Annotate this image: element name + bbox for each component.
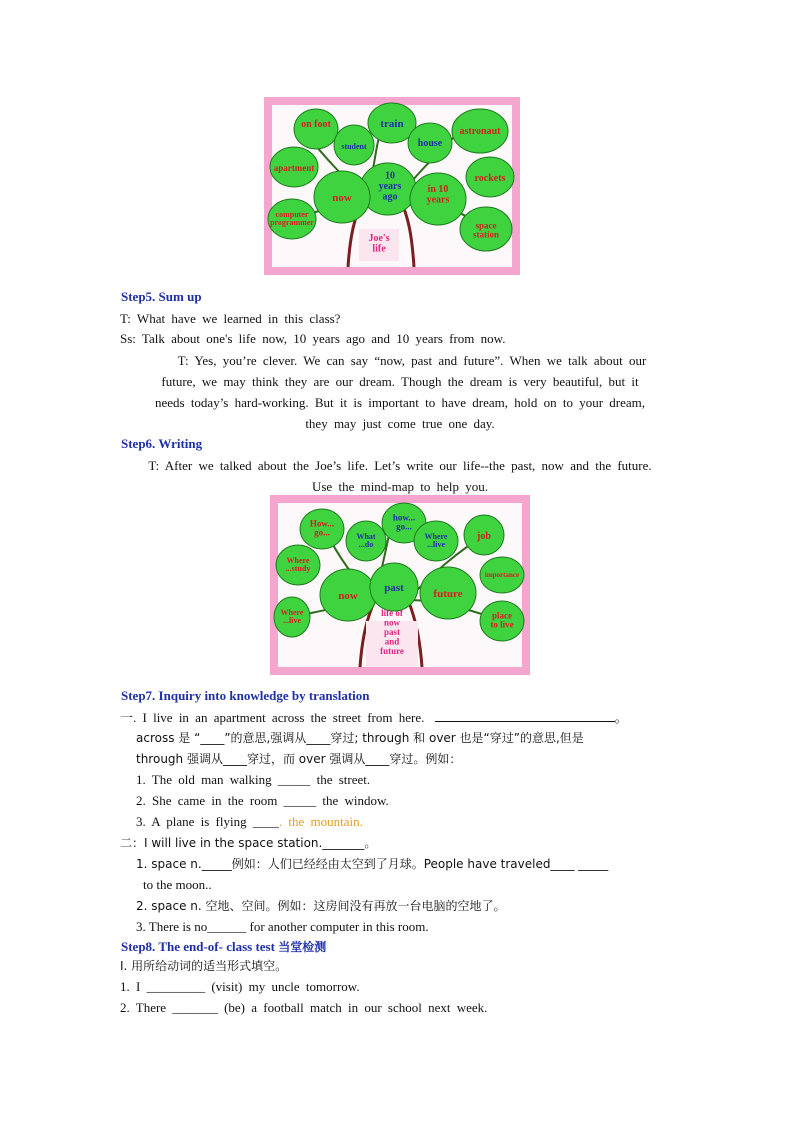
step5-teacher-question: T: What have we learned in this class? (120, 311, 341, 326)
svg-text:future: future (433, 588, 463, 600)
svg-text:What...do: What ...do (356, 531, 376, 550)
svg-text:Where...live: Where ...live (424, 531, 448, 550)
step7-example-3: 3. A plane is flying ____. the mountain. (136, 814, 363, 829)
tree2-node-how-go-1 (300, 509, 344, 549)
tree2-node-future (420, 567, 476, 619)
tree2-node-where-live-top (414, 521, 458, 561)
tree1-node-space-station (460, 207, 512, 251)
step8-item-2: 2. There _______ (be) a football match in our school next week. (120, 1000, 488, 1015)
step7-note-1-line-2: through 强调从____穿过，而 over 强调从____穿过。例如： (136, 752, 462, 766)
svg-text:importance: importance (484, 571, 520, 579)
svg-text:now: now (338, 590, 358, 602)
step5-teacher-reply-3: needs today’s hard-working. But it is important to have dream, hold on to your dream, (154, 395, 646, 410)
step8-heading: Step8. The end-of- class test 当堂检测 (121, 939, 327, 954)
tree2-node-job (464, 515, 504, 555)
svg-text:10yearsago: 10 years ago (378, 170, 402, 203)
answer-blank[interactable] (435, 709, 615, 722)
svg-text:house: house (417, 138, 443, 149)
svg-text:how...go...: how... go... (392, 512, 416, 532)
svg-text:in 10years: in 10 years (426, 183, 450, 206)
tree1-node-on-foot (294, 109, 338, 149)
tree2-node-importance (480, 557, 524, 593)
svg-text:life ofnowpastandfuture: life of now past and future (380, 608, 404, 656)
step6-instruction-1: T: After we talked about the Joe’s life. Let’s write our life--the past, now and the future. (148, 458, 652, 473)
step7-example-2: 2. She came in the room _____ the window. (136, 793, 389, 808)
tree1-node-computer-programmer (268, 199, 316, 239)
step7-heading: Step7. Inquiry into knowledge by translation (121, 688, 370, 703)
step8-item-1: 1. I _________ (visit) my uncle tomorrow. (120, 979, 360, 994)
step7-space-2: 2. space n. 空地、空间。例如：这房间没有再放一台电脑的空地了。 (136, 899, 506, 913)
svg-text:past: past (384, 582, 404, 594)
svg-text:Where...live: Where ...live (280, 607, 304, 626)
step7-space-1-line-1: 1. space n._____例如：人们已经经由太空到了月球。People have traveled____ _____ (136, 857, 609, 871)
step7-example-1: 1. The old man walking _____ the street. (136, 772, 371, 787)
tree2-node-where-live-bottom (274, 597, 310, 637)
tree2-node-past (370, 563, 418, 611)
tree1-node-now (314, 171, 370, 223)
mind-map-joes-life (264, 97, 520, 275)
tree2-node-what-do (346, 521, 386, 561)
step7-question-1: 一. I live in an apartment across the street from here. 。 (120, 710, 628, 725)
tree1-node-rockets (466, 157, 514, 197)
step7-space-1-line-2: to the moon.. (143, 877, 212, 892)
step5-teacher-reply-1: T: Yes, you’re clever. We can say “now, past and future”. When we talk about our (177, 353, 647, 368)
svg-text:placeto live: place to live (490, 610, 514, 630)
mind-map-life-of-now-past-future (270, 495, 530, 675)
step5-students-answer: Ss: Talk about one's life now, 10 years ago and 10 years from now. (120, 331, 506, 346)
tree2-node-place-to-live (480, 601, 524, 641)
svg-text:now: now (332, 192, 352, 204)
step5-teacher-reply-4: they may just come true one day. (305, 416, 495, 431)
svg-text:Where...study: Where ...study (285, 555, 311, 574)
svg-text:student: student (341, 142, 367, 151)
step7-space-3: 3. There is no______ for another computer in this room. (136, 919, 429, 934)
svg-text:job: job (477, 531, 491, 542)
svg-text:on foot: on foot (301, 119, 331, 130)
svg-text:astronaut: astronaut (459, 126, 501, 137)
tree2-node-where-study (276, 545, 320, 585)
tree2-node-now (320, 569, 376, 621)
tree1-node-in-10-years (410, 173, 466, 225)
svg-text:train: train (380, 118, 404, 130)
step6-heading: Step6. Writing (121, 436, 203, 451)
svg-text:apartment: apartment (273, 163, 315, 173)
step8-intro: I. 用所给动词的适当形式填空。 (120, 959, 288, 973)
step7-question-2: 二：I will live in the space station._______。 (120, 836, 377, 850)
svg-text:How...go...: How... go... (309, 518, 335, 538)
svg-text:rockets: rockets (474, 173, 506, 184)
step5-heading: Step5. Sum up (121, 289, 202, 304)
tree1-node-student (334, 125, 374, 165)
step5-teacher-reply-2: future, we may think they are our dream. Though the dream is very beautiful, but it (161, 374, 639, 389)
tree1-node-apartment (270, 147, 318, 187)
step6-instruction-2: Use the mind-map to help you. (311, 479, 489, 494)
step7-note-1-line-1: across 是 “____”的意思,强调从____穿过; through 和 over 也是“穿过”的意思,但是 (136, 731, 584, 745)
tree1-node-astronaut (452, 109, 508, 153)
tree1-node-house (408, 123, 452, 163)
svg-text:computerprogrammer: computer programmer (270, 209, 314, 228)
svg-text:spacestation: space station (472, 220, 500, 240)
svg-text:Joe'slife: Joe's life (368, 232, 390, 255)
